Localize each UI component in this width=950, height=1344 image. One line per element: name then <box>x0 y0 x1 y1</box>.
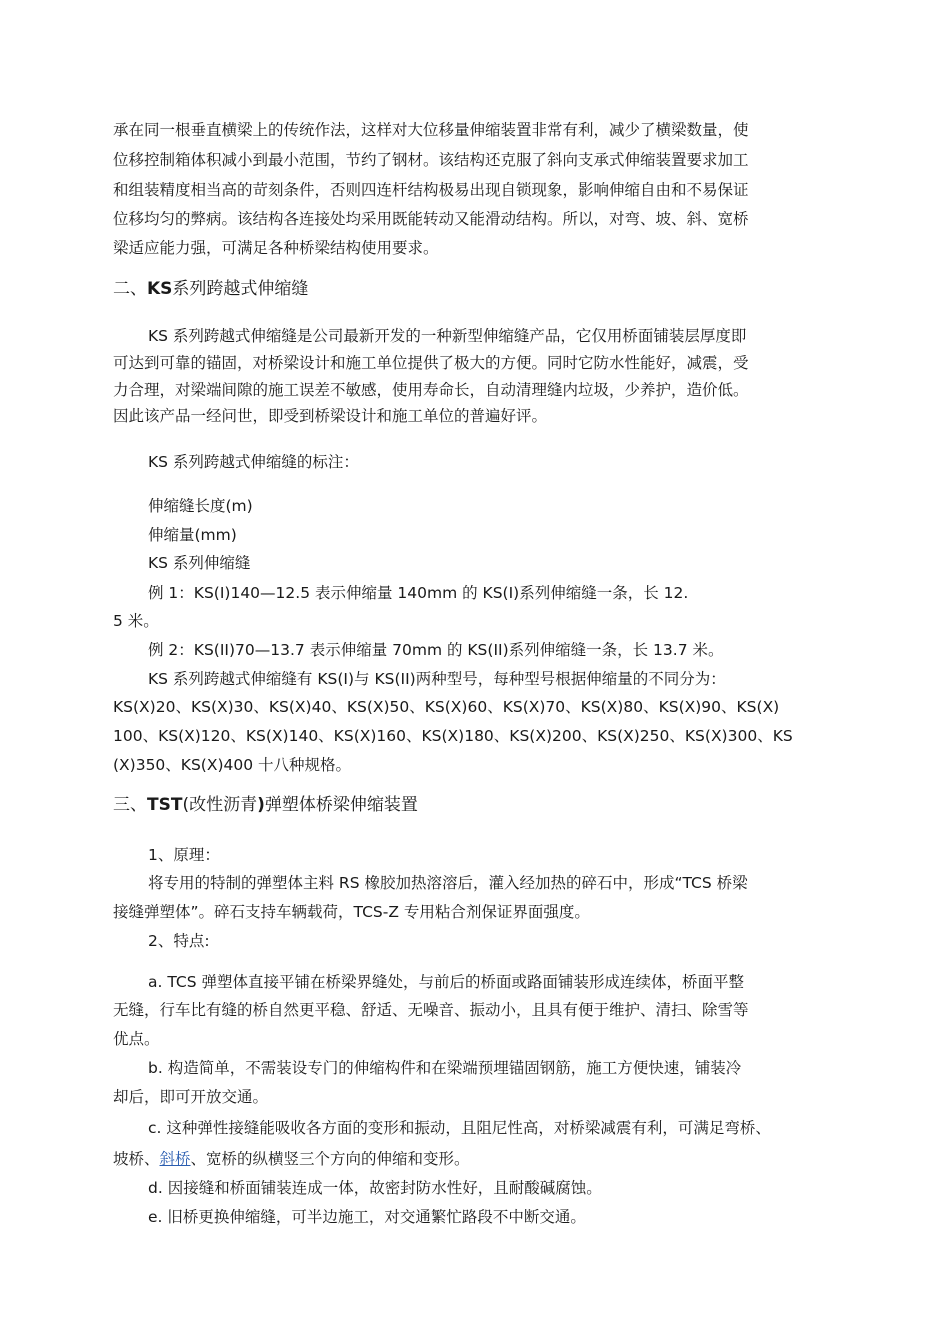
label-title: KS 系列跨越式伸缩缝的标注： <box>148 453 359 471</box>
text-line: b. 构造简单，不需装设专门的伸缩构件和在梁端预埋锚固钢筋，施工方便快速，铺装冷 <box>148 1059 742 1077</box>
text-line: 却后，即可开放交通。 <box>113 1088 269 1106</box>
text-line: 因此该产品一经问世，即受到桥梁设计和施工单位的普遍好评。 <box>113 407 548 425</box>
section-3-heading <box>113 795 418 815</box>
example-1: 例 1：KS(Ⅰ)140—12.5 表示伸缩量 140mm 的 KS(Ⅰ)系列伸缩缝一条，长 12. <box>148 584 689 602</box>
skew-bridge-link[interactable]: 斜桥 <box>159 1150 191 1168</box>
text-line: 无缝，行车比有缝的桥自然更平稳、舒适、无噪音、振动小，且具有便于维护、清扫、除雪等 <box>113 1001 749 1019</box>
text-line: (X)350、KS(X)400 十八种规格。 <box>113 756 352 774</box>
heading-number: 三、 <box>113 795 147 815</box>
text-line: KS 系列跨越式伸缩缝有 KS(Ⅰ)与 KS(ⅠⅠ)两种型号，每种型号根据伸缩量的不同分为： <box>148 670 726 688</box>
text-fragment: 坡桥、 <box>113 1150 160 1168</box>
text-line: c. 这种弹性接缝能吸收各方面的变形和振动，且阻尼性高，对桥梁减震有利，可满足弯桥、 <box>148 1119 771 1137</box>
text-fragment: 、宽桥的纵横竖三个方向的伸缩和变形。 <box>190 1150 470 1168</box>
text-line: 可达到可靠的锚固，对桥梁设计和施工单位提供了极大的方便。同时它防水性能好，减震，受 <box>113 354 749 372</box>
text-line: KS 系列跨越式伸缩缝是公司最新开发的一种新型伸缩缝产品，它仅用桥面铺装层厚度即 <box>148 327 747 345</box>
text-line: 力合理，对梁端间隙的施工误差不敏感，使用寿命长，自动清理缝内垃圾，少养护，造价低。 <box>113 381 749 399</box>
text-line: 位移控制箱体积减小到最小范围，节约了钢材。该结构还克服了斜向支承式伸缩装置要求加工 <box>113 151 749 169</box>
heading-text: 弹塑体桥梁伸缩装置 <box>264 795 418 815</box>
feature-d: d. 因接缝和桥面铺装连成一体，故密封防水性好，且耐酸碱腐蚀。 <box>148 1179 602 1197</box>
text-line: 梁适应能力强，可满足各种桥梁结构使用要求。 <box>113 239 439 257</box>
text-line: 将专用的特制的弹塑体主料 RS 橡胶加热溶溶后，灌入经加热的碎石中，形成“TCS 桥梁 <box>148 874 748 892</box>
heading-bold-paren: ) <box>257 795 265 815</box>
example-1-continued: 5 米。 <box>113 612 159 630</box>
text-line: a. TCS 弹塑体直接平铺在桥梁界缝处，与前后的桥面或路面铺装形成连续体，桥面平整 <box>148 973 745 991</box>
heading-text: 系列跨越式伸缩缝 <box>172 279 309 299</box>
text-line: 100、KS(X)120、KS(X)140、KS(X)160、KS(X)180、KS(X)200、KS(X)250、KS(X)300、KS <box>113 727 793 745</box>
text-line: 承在同一根垂直横梁上的传统作法，这样对大位移量伸缩装置非常有利，减少了横梁数量，使 <box>113 121 749 139</box>
feature-e: e. 旧桥更换伸缩缝，可半边施工，对交通繁忙路段不中断交通。 <box>148 1208 586 1226</box>
text-line: 位移均匀的弊病。该结构各连接处均采用既能转动又能滑动结构。所以，对弯、坡、斜、宽桥 <box>113 210 749 228</box>
text-line: 优点。 <box>113 1030 160 1048</box>
text-line <box>113 1149 470 1169</box>
text-line: 接缝弹塑体”。碎石支持车辆载荷，TCS-Z 专用粘合剂保证界面强度。 <box>113 903 590 921</box>
heading-text: (改性沥青 <box>182 795 258 815</box>
example-2: 例 2：KS(II)70—13.7 表示伸缩量 70mm 的 KS(II)系列伸缩缝一条，长 13.7 米。 <box>148 641 724 659</box>
section-2-heading <box>113 279 308 299</box>
text-line: KS(X)20、KS(X)30、KS(X)40、KS(X)50、KS(X)60、KS(X)70、KS(X)80、KS(X)90、KS(X) <box>113 698 780 716</box>
label-item: 伸缩缝长度(m) <box>148 497 253 515</box>
label-item: KS 系列伸缩缝 <box>148 554 251 572</box>
heading-bold: KS <box>147 279 173 299</box>
text-line: 和组装精度相当高的苛刻条件，否则四连杆结构极易出现自锁现象，影响伸缩自由和不易保证 <box>113 181 749 199</box>
heading-number: 二、 <box>113 279 147 299</box>
features-title: 2、特点: <box>148 932 210 950</box>
label-item: 伸缩量(mm) <box>148 526 237 544</box>
principle-title: 1、原理： <box>148 846 220 864</box>
heading-bold: TST <box>147 795 183 815</box>
